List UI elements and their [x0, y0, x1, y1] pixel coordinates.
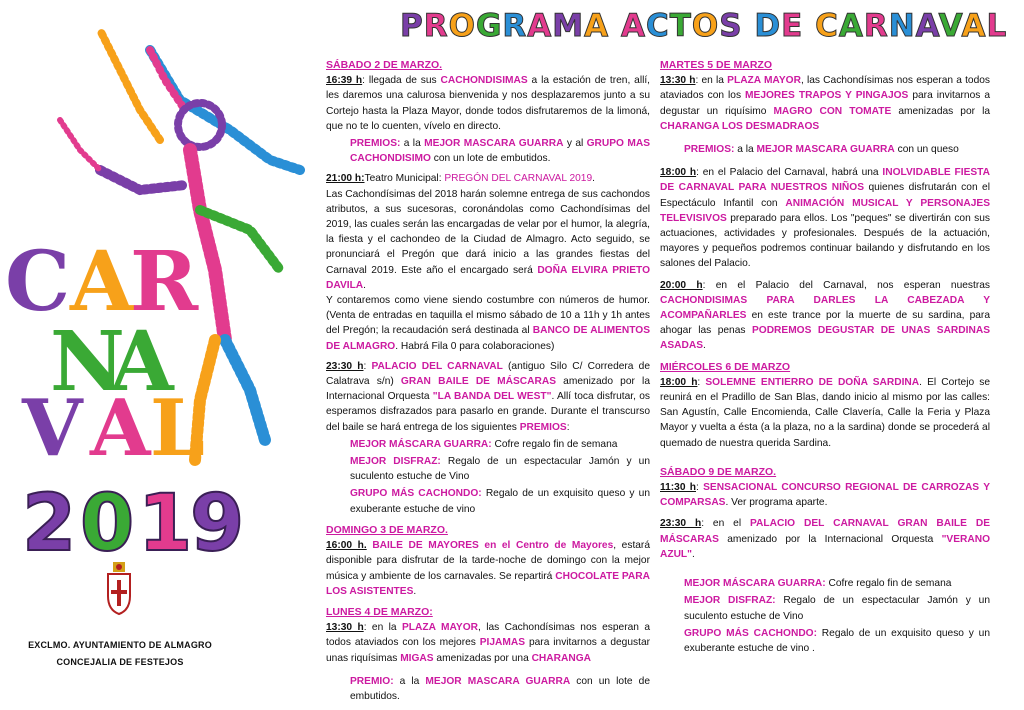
- event-highlight: "VERANO AZUL": [660, 533, 990, 560]
- prize-line: [660, 576, 990, 591]
- year-digit: 1: [138, 479, 193, 558]
- day-saturday-2: [326, 58, 650, 517]
- org-department: CONCEJALIA DE FESTEJOS: [56, 657, 184, 667]
- event-highlight: ANIMACIÓN MUSICAL Y PERSONAJES TELEVISIVOS: [660, 197, 990, 224]
- event-time: 23:30 h: [660, 518, 702, 530]
- event-text: .: [363, 279, 367, 291]
- program-column-1: [326, 58, 650, 710]
- day-heading: DOMINGO 3 DE MARZO.: [326, 523, 448, 536]
- event-highlight: CHOCOLATE PARA LOS ASISTENTES: [326, 570, 650, 597]
- day-saturday-9: [660, 465, 990, 656]
- event-text: , las Cachondísimas nos esperan a todos ataviados con los mejores: [326, 622, 650, 649]
- event-text: para invitarnos a degustar unas riquísimas: [326, 637, 650, 664]
- carnaval-dancer-illustration: [0, 10, 310, 480]
- event-highlight: "LA BANDA DEL WEST": [432, 391, 552, 403]
- prize-text: Regalo de un espectacular Jamón y un suculento estuche de Vino: [350, 456, 650, 483]
- event-text: : en la: [363, 622, 403, 634]
- prize-line: [326, 136, 650, 166]
- title-letter: C: [815, 8, 839, 44]
- prize-label: GRUPO MÁS CACHONDO:: [684, 627, 817, 639]
- title-letter: R: [863, 8, 889, 44]
- carnaval-letters: [5, 234, 205, 474]
- event-text: Y contaremos como viene siendo costumbre con números de humor. (Venta de entradas en taquilla el mismo sábado de 10 a 11h y 1h antes del Pregón; la recaudación será destinada al: [326, 295, 650, 337]
- almagro-coat-of-arms: [104, 560, 134, 616]
- event-time: 13:30 h: [326, 622, 364, 634]
- event-text: .: [413, 585, 417, 597]
- event-highlight: MIGAS: [400, 652, 434, 664]
- prize-text: Regalo de un exquisito queso y un exuberante estuche de vino: [350, 488, 650, 515]
- day-heading: LUNES 4 DE MARZO:: [326, 605, 433, 618]
- prize-label: MEJOR DISFRAZ:: [350, 456, 441, 468]
- poster-letter: A: [70, 234, 134, 330]
- title-letter: N: [888, 8, 916, 44]
- event-highlight: PALACIO DEL CARNAVAL: [371, 360, 503, 372]
- event-text: . Allí toca disfrutar, os esperamos disfrazados para pasarlo en grande. Durante el transcurso del baile se hará entrega de los siguientes: [326, 391, 650, 433]
- prize-line: [660, 142, 990, 157]
- poster-letter: A: [90, 383, 151, 474]
- event-highlight: SENSACIONAL CONCURSO REGIONAL DE CARROZAS Y COMPARSAS: [660, 482, 990, 509]
- event-time: 11:30 h: [660, 482, 696, 494]
- event-highlight: DOÑA ELVIRA PRIETO DAVILA: [326, 264, 650, 291]
- poster-letter: A: [110, 314, 174, 410]
- event-highlight: CHARANGA LOS DESMADRAOS: [660, 120, 820, 132]
- day-sunday-3: [326, 523, 650, 599]
- event-highlight: PIJAMAS: [479, 637, 526, 649]
- event-text: : llegada de sus: [362, 75, 441, 87]
- title-letter: A: [915, 8, 939, 44]
- prize-line: [326, 674, 650, 704]
- event-text: amenizadas por una: [433, 652, 532, 664]
- prize-line: [660, 593, 990, 623]
- year-digit: 9: [190, 479, 245, 558]
- prize-text: Cofre regalo fin de semana: [825, 578, 952, 590]
- day-monday-4: [326, 605, 650, 704]
- event-text: a la estación de tren, allí, les daremos una calurosa bienvenida y nos desplazaremos junto a su Cortejo hasta la Plaza Mayor, donde todos disfrutaremos de la limoná, que no te lo cuenten, vívelo en directo.: [326, 75, 651, 132]
- event-highlight: PREMIOS: [519, 421, 567, 433]
- day-heading: SÁBADO 9 DE MARZO.: [660, 465, 777, 478]
- day-wednesday-6: [660, 360, 990, 451]
- event-text: .: [703, 340, 706, 352]
- year-digit: 0: [80, 479, 135, 558]
- prize-label: PREMIOS:: [684, 144, 735, 156]
- prize-label: PREMIO:: [350, 675, 394, 687]
- day-heading: SÁBADO 2 DE MARZO.: [326, 59, 443, 71]
- event-text: preparado para ellos. Los "peques" se divertirán con sus actuaciones, actividades y profesionales. Después de la actuación, mayores y pequeños podremos continuar bailando y disfrutando en los salones del Palacio.: [660, 212, 990, 270]
- prize-label: PREMIOS:: [350, 138, 401, 150]
- event-paragraph: [326, 187, 650, 293]
- poster-letter: N: [50, 314, 125, 410]
- title-letter: D: [754, 8, 782, 44]
- prize-text: Regalo de un exquisito queso y un exuberante estuche de vino .: [684, 627, 990, 654]
- title-word-carnaval: [815, 8, 1007, 44]
- event-paragraph: [326, 620, 650, 666]
- title-letter: A: [527, 8, 553, 44]
- event-text: : en el Palacio del Carnaval, habrá una: [696, 167, 883, 179]
- event-paragraph: [660, 165, 990, 271]
- title-letter: R: [423, 8, 449, 44]
- prize-line: [660, 626, 990, 656]
- event-text: amenizadas por la: [891, 105, 990, 117]
- title-letter: G: [475, 8, 503, 44]
- poster-letter: V: [22, 383, 83, 474]
- day-tuesday-5: [660, 58, 990, 354]
- year-digit: 2: [22, 479, 77, 558]
- event-paragraph: [326, 359, 650, 435]
- event-time: 18:00 h: [660, 376, 698, 388]
- event-highlight: PREGÓN DEL CARNAVAL 2019: [444, 173, 593, 185]
- event-text: amenizado por la Internacional Orquesta: [326, 376, 650, 403]
- title-letter: E: [781, 8, 804, 44]
- event-text: :: [363, 360, 372, 372]
- poster-letter: R: [130, 234, 199, 330]
- event-text: con un lote de embutidos.: [430, 153, 551, 165]
- title-letter: R: [502, 8, 528, 44]
- event-text: y al: [563, 138, 587, 150]
- event-text: .: [692, 548, 695, 560]
- prize-label: MEJOR MÁSCARA GUARRA:: [350, 438, 492, 450]
- event-text: . Habrá Fila 0 para colaboraciones): [395, 340, 555, 352]
- page-title: [400, 8, 1007, 48]
- title-letter: L: [986, 8, 1008, 44]
- title-letter: S: [719, 8, 743, 44]
- title-letter: P: [400, 8, 424, 44]
- day-heading: MARTES 5 DE MARZO: [660, 59, 773, 71]
- event-text: para invitarnos a degustar un riquísimo: [660, 90, 990, 117]
- event-text: Las Cachondísimas del 2018 harán solemne entrega de sus cachondos atributos, a sus sucesoras, coronándolas como Cachondísimas del 2019, las cuales serán las encargadas de velar por el humor, la alegría, la fiesta y el cachondeo de la Ciudad de Almagro. Acto seguido, se pronunciará el Pregón que dará inicio a las grandes fiestas del Carnaval 2019. Este año el encargado será: [326, 188, 650, 276]
- event-time: 13:30 h: [660, 75, 696, 87]
- event-text: en este trance por la muerte de su sardina, para ahogar las penas: [660, 310, 990, 337]
- title-letter: V: [938, 8, 962, 44]
- title-letter: C: [645, 8, 670, 44]
- event-text: :: [696, 482, 704, 494]
- event-paragraph: [660, 73, 990, 134]
- event-paragraph: [660, 278, 990, 354]
- event-highlight: PALACIO DEL CARNAVAL GRAN BAILE DE MÁSCARAS: [660, 518, 990, 545]
- event-paragraph: [326, 73, 650, 134]
- title-letter: A: [620, 8, 646, 44]
- poster-letter: C: [5, 234, 71, 330]
- title-letter: M: [552, 8, 585, 44]
- event-highlight: MAGRO CON TOMATE: [773, 105, 892, 117]
- prize-label: MEJOR MÁSCARA GUARRA:: [684, 578, 826, 590]
- event-text: con un lote de embutidos.: [350, 675, 650, 702]
- event-highlight: CACHONDISIMAS: [440, 75, 528, 87]
- event-paragraph: [326, 538, 650, 599]
- program-column-2: [660, 58, 990, 662]
- event-highlight: MEJORES TRAPOS Y PINGAJOS: [745, 90, 909, 102]
- event-text: a la: [393, 675, 426, 687]
- event-text: :: [566, 421, 570, 433]
- title-word-de: [754, 8, 815, 44]
- event-text: quienes disfrutarán con el Espectáculo Infantil con: [660, 182, 990, 209]
- event-time: 16:39 h: [326, 75, 363, 87]
- event-paragraph: [326, 293, 650, 354]
- event-text: : en el Palacio del Carnaval, nos esperan nuestras: [702, 279, 990, 291]
- event-text: : en la: [695, 75, 728, 87]
- event-paragraph: [660, 480, 990, 510]
- prize-line: [326, 454, 650, 484]
- event-highlight: MEJOR MASCARA GUARRA: [424, 138, 564, 150]
- prize-text: Regalo de un espectacular Jamón y un suculento estuche de Vino: [684, 595, 990, 622]
- title-letter: A: [961, 8, 987, 44]
- title-letter: T: [669, 8, 692, 44]
- title-word-programa: [400, 8, 621, 44]
- event-time: 23:30 h: [326, 360, 364, 372]
- event-highlight: BAILE DE MAYORES en el Centro de Mayores: [372, 540, 614, 552]
- event-text: :: [697, 376, 706, 388]
- event-highlight: CHARANGA: [531, 652, 592, 664]
- event-highlight: GRAN BAILE DE MÁSCARAS: [400, 376, 556, 388]
- event-paragraph: [660, 375, 990, 451]
- event-paragraph: [326, 171, 650, 186]
- event-time: 18:00 h: [660, 167, 697, 179]
- org-name: EXCLMO. AYUNTAMIENTO DE ALMAGRO: [28, 640, 212, 650]
- event-highlight: PODREMOS DEGUSTAR DE UNAS SARDINAS ASADAS: [660, 325, 990, 352]
- poster-letter: L: [150, 383, 205, 474]
- prize-line: [326, 486, 650, 516]
- event-highlight: MEJOR MASCARA GUARRA: [425, 675, 571, 687]
- prize-label: GRUPO MÁS CACHONDO:: [350, 488, 482, 500]
- poster-panel: [0, 0, 310, 705]
- event-text: . El Cortejo se reunirá en el Pradillo de San Blas, dando inicio al mismo por las calles: San Agustín, Calle Encomienda, Calle Clavería, Calle la Feria y Plaza Mayor y vuelta a ésta (a la plaza, no a la sardina) donde se procederá al quemado de nuestra querida Sardina.: [660, 376, 991, 449]
- event-time: 21:00 h:: [326, 173, 365, 185]
- event-text: con un queso: [894, 144, 959, 156]
- prize-text: Cofre regalo fin de semana: [491, 438, 618, 450]
- title-letter: A: [584, 8, 610, 44]
- title-letter: O: [691, 8, 720, 44]
- event-text: .: [592, 173, 595, 185]
- event-text: a la: [734, 144, 757, 156]
- event-highlight: INOLVIDABLE FIESTA DE CARNAVAL PARA NUESTROS NIÑOS: [660, 167, 990, 194]
- event-highlight: PLAZA MAYOR: [402, 622, 478, 634]
- prize-label: MEJOR DISFRAZ:: [684, 595, 776, 607]
- event-text: a la: [400, 138, 425, 150]
- event-highlight: CACHONDISIMAS PARA DARLES LA CABEZADA Y ACOMPAÑARLES: [660, 294, 990, 322]
- event-highlight: MEJOR MASCARA GUARRA: [756, 144, 895, 156]
- event-time: 16:00 h.: [326, 540, 367, 552]
- event-text: . Ver programa aparte.: [725, 497, 828, 509]
- event-highlight: PLAZA MAYOR: [727, 75, 801, 87]
- prize-line: [326, 437, 650, 452]
- event-text: , estará disponible para disfrutar de la tarde-noche de domingo con la mejor música y ambiente de los carnavales. Se repartirá: [326, 540, 650, 582]
- event-highlight: SOLEMNE ENTIERRO DE DOÑA SARDINA: [705, 376, 920, 388]
- year-2019: [20, 478, 260, 558]
- event-highlight: BANCO DE ALIMENTOS DE ALMAGRO: [326, 325, 650, 352]
- event-text: (antiguo Silo C/ Corredera de Calatrava s/n): [326, 360, 651, 388]
- event-text: , las Cachondísimas nos esperan a todos ataviados con los: [660, 75, 991, 102]
- event-text: Teatro Municipal:: [364, 173, 445, 185]
- event-text: amenizado por la Internacional Orquesta: [718, 533, 942, 545]
- title-letter: A: [838, 8, 864, 44]
- event-time: 20:00 h: [660, 279, 703, 291]
- event-highlight: GRUPO MAS CACHONDISIMO: [350, 138, 650, 165]
- title-word-actos: [621, 8, 754, 44]
- day-heading: MIÉRCOLES 6 DE MARZO: [660, 360, 791, 373]
- event-text: : en el: [701, 518, 750, 530]
- event-paragraph: [660, 516, 990, 562]
- title-letter: O: [448, 8, 476, 44]
